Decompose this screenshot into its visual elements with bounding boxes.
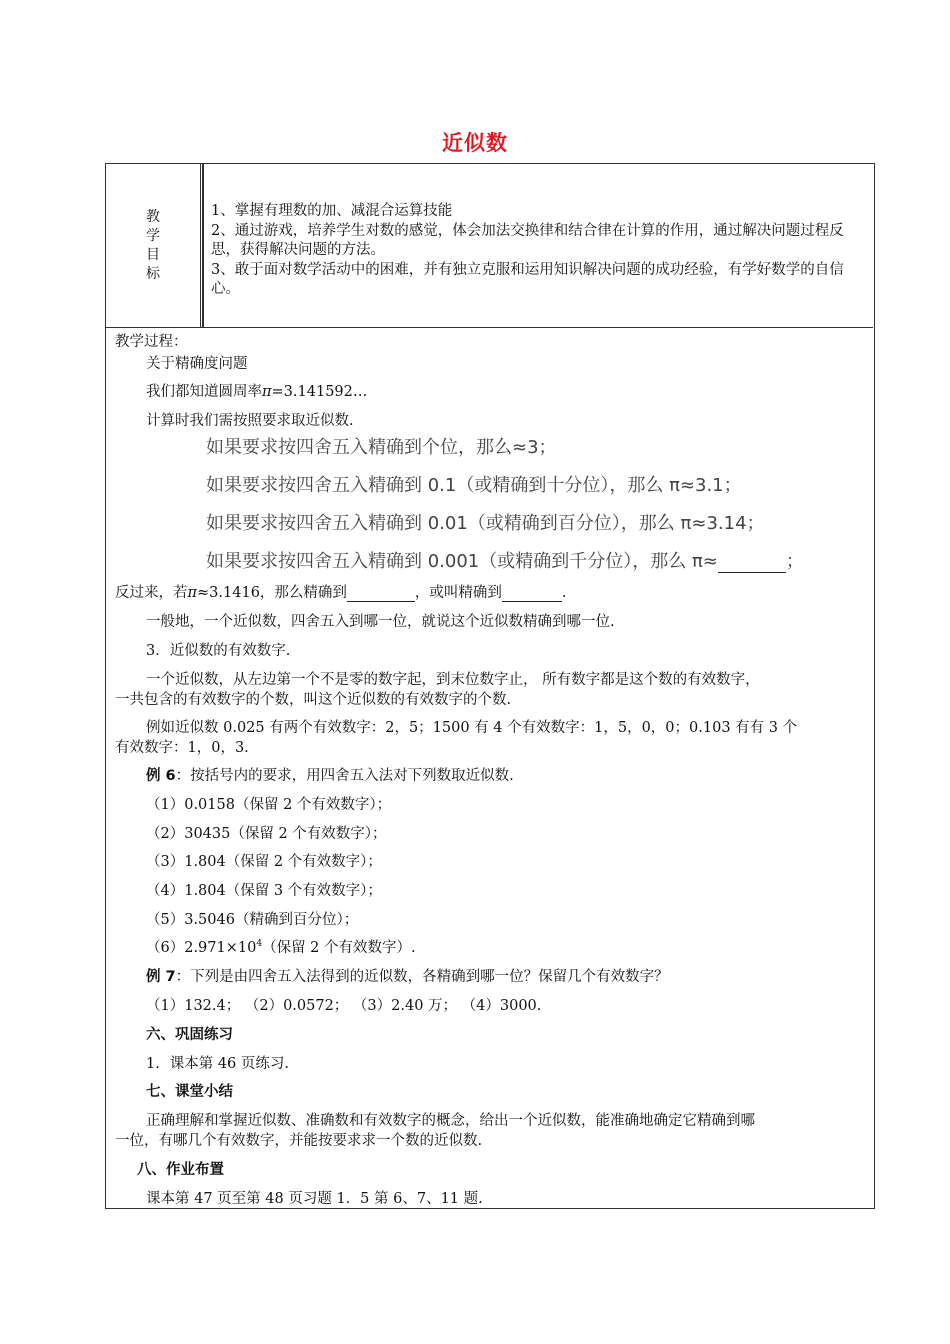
- rounding-line: 如果要求按四舍五入精确到 0.1（或精确到十分位），那么 π≈3.1；: [206, 475, 742, 496]
- sig-def-line: 一共包含的有效数字的个数，叫这个近似数的有效数字的个数.: [115, 692, 512, 708]
- summary-title: 七、课堂小结: [146, 1084, 233, 1100]
- precision-title: 关于精确度问题: [146, 356, 248, 372]
- general-line: 一般地，一个近似数，四舍五入到哪一位，就说这个近似数精确到哪一位.: [146, 614, 615, 630]
- example6-item: （4）1.804（保留 3 个有效数字）；: [146, 883, 382, 899]
- practice-item: 1．课本第 46 页练习.: [146, 1056, 290, 1072]
- sig-def-line: 一个近似数，从左边第一个不是零的数字起，到末位数字止， 所有数字都是这个数的有效数字，: [146, 672, 760, 688]
- example6-item: （1）0.0158（保留 2 个有效数字）；: [146, 797, 392, 813]
- answer-blank[interactable]: [502, 585, 562, 602]
- goal-item: 2、通过游戏，培养学生对数的感觉，体会加法交换律和结合律在计算的作用，通过解决问题过程反思，获得解决问题的方法。: [211, 222, 844, 258]
- goals-divider: [202, 164, 204, 327]
- rounding-line: 如果要求按四舍五入精确到个位，那么≈3；: [206, 437, 557, 458]
- pi-symbol: π: [262, 384, 272, 400]
- summary-line: 正确理解和掌握近似数、准确数和有效数字的概念，给出一个近似数，能准确地确定它精确到哪: [146, 1113, 755, 1129]
- goals-label-char: 目: [146, 247, 160, 263]
- example7-items: （1）132.4； （2）0.0572； （3）2.40 万； （4）3000.: [146, 998, 542, 1014]
- example6-item6-pre: （6）2.971×10: [146, 940, 257, 956]
- answer-blank[interactable]: [718, 551, 786, 573]
- sig-title: 3．近似数的有效数字.: [146, 643, 291, 659]
- goals-label-char: 学: [146, 228, 160, 244]
- example6-item6-exponent: 4: [256, 939, 263, 950]
- lesson-table: [105, 163, 875, 1209]
- pi-line-post: =3.141592…: [271, 384, 368, 400]
- example6-item: （3）1.804（保留 2 个有效数字）；: [146, 854, 382, 870]
- reverse-line: [115, 581, 567, 602]
- page-title: 近似数: [442, 131, 508, 155]
- pi-symbol: π: [187, 585, 198, 601]
- example6-item: [146, 936, 416, 957]
- example6-text: ：按括号内的要求，用四舍五入法对下列数取近似数.: [175, 768, 514, 784]
- goals-row: [106, 164, 873, 328]
- homework-title: 八、作业布置: [137, 1162, 224, 1178]
- goals-label: [146, 208, 162, 284]
- pi-line-pre: 我们都知道圆周率: [146, 384, 262, 400]
- reverse-end: .: [561, 585, 567, 601]
- reverse-mid2: ，或叫精确到: [414, 585, 502, 601]
- example6-label: 例 6: [146, 768, 176, 784]
- rounding-line-end: ；: [785, 551, 804, 572]
- sig-example-line: 有效数字：1，0，3.: [115, 740, 249, 756]
- reverse-mid: ≈3.1416，那么精确到: [197, 585, 347, 601]
- goals-text: [211, 202, 866, 300]
- goal-item: 1、掌握有理数的加、减混合运算技能: [211, 203, 453, 219]
- example6-prompt: [146, 764, 514, 785]
- example6-item: （2）30435（保留 2 个有效数字）；: [146, 826, 387, 842]
- pi-line: [146, 380, 367, 401]
- example7-label: 例 7: [146, 969, 176, 985]
- rounding-line-text: 如果要求按四舍五入精确到 0.001（或精确到千分位），那么 π≈: [206, 551, 718, 572]
- sig-example-line: 例如近似数 0.025 有两个有效数字：2，5；1500 有 4 个有效数字：1，5，0，0；0.103 有有 3 个: [146, 720, 798, 736]
- practice-title: 六、巩固练习: [146, 1027, 233, 1043]
- goals-label-char: 教: [146, 209, 160, 225]
- example7-text: ：下列是由四舍五入法得到的近似数，各精确到哪一位？保留几个有效数字？: [175, 969, 669, 985]
- goals-label-cell: [106, 164, 201, 327]
- process-heading: 教学过程：: [115, 334, 188, 350]
- calc-line: 计算时我们需按照要求取近似数.: [146, 413, 354, 429]
- goal-item: 3、敢于面对数学活动中的困难，并有独立克服和运用知识解决问题的成功经验，有学好数学的自信心。: [211, 261, 844, 297]
- summary-line: 一位，有哪几个有效数字，并能按要求求一个数的近似数.: [115, 1133, 483, 1149]
- rounding-line: [206, 547, 804, 573]
- rounding-line: 如果要求按四舍五入精确到 0.01（或精确到百分位），那么 π≈3.14；: [206, 513, 765, 534]
- example6-item6-post: （保留 2 个有效数字）.: [262, 940, 416, 956]
- reverse-pre: 反过来，若: [115, 585, 188, 601]
- example6-item: （5）3.5046（精确到百分位）；: [146, 912, 359, 928]
- answer-blank[interactable]: [347, 585, 415, 602]
- example7-prompt: [146, 965, 669, 986]
- homework-item: 课本第 47 页至第 48 页习题 1．5 第 6、7、11 题.: [146, 1191, 483, 1207]
- goals-label-char: 标: [146, 266, 160, 282]
